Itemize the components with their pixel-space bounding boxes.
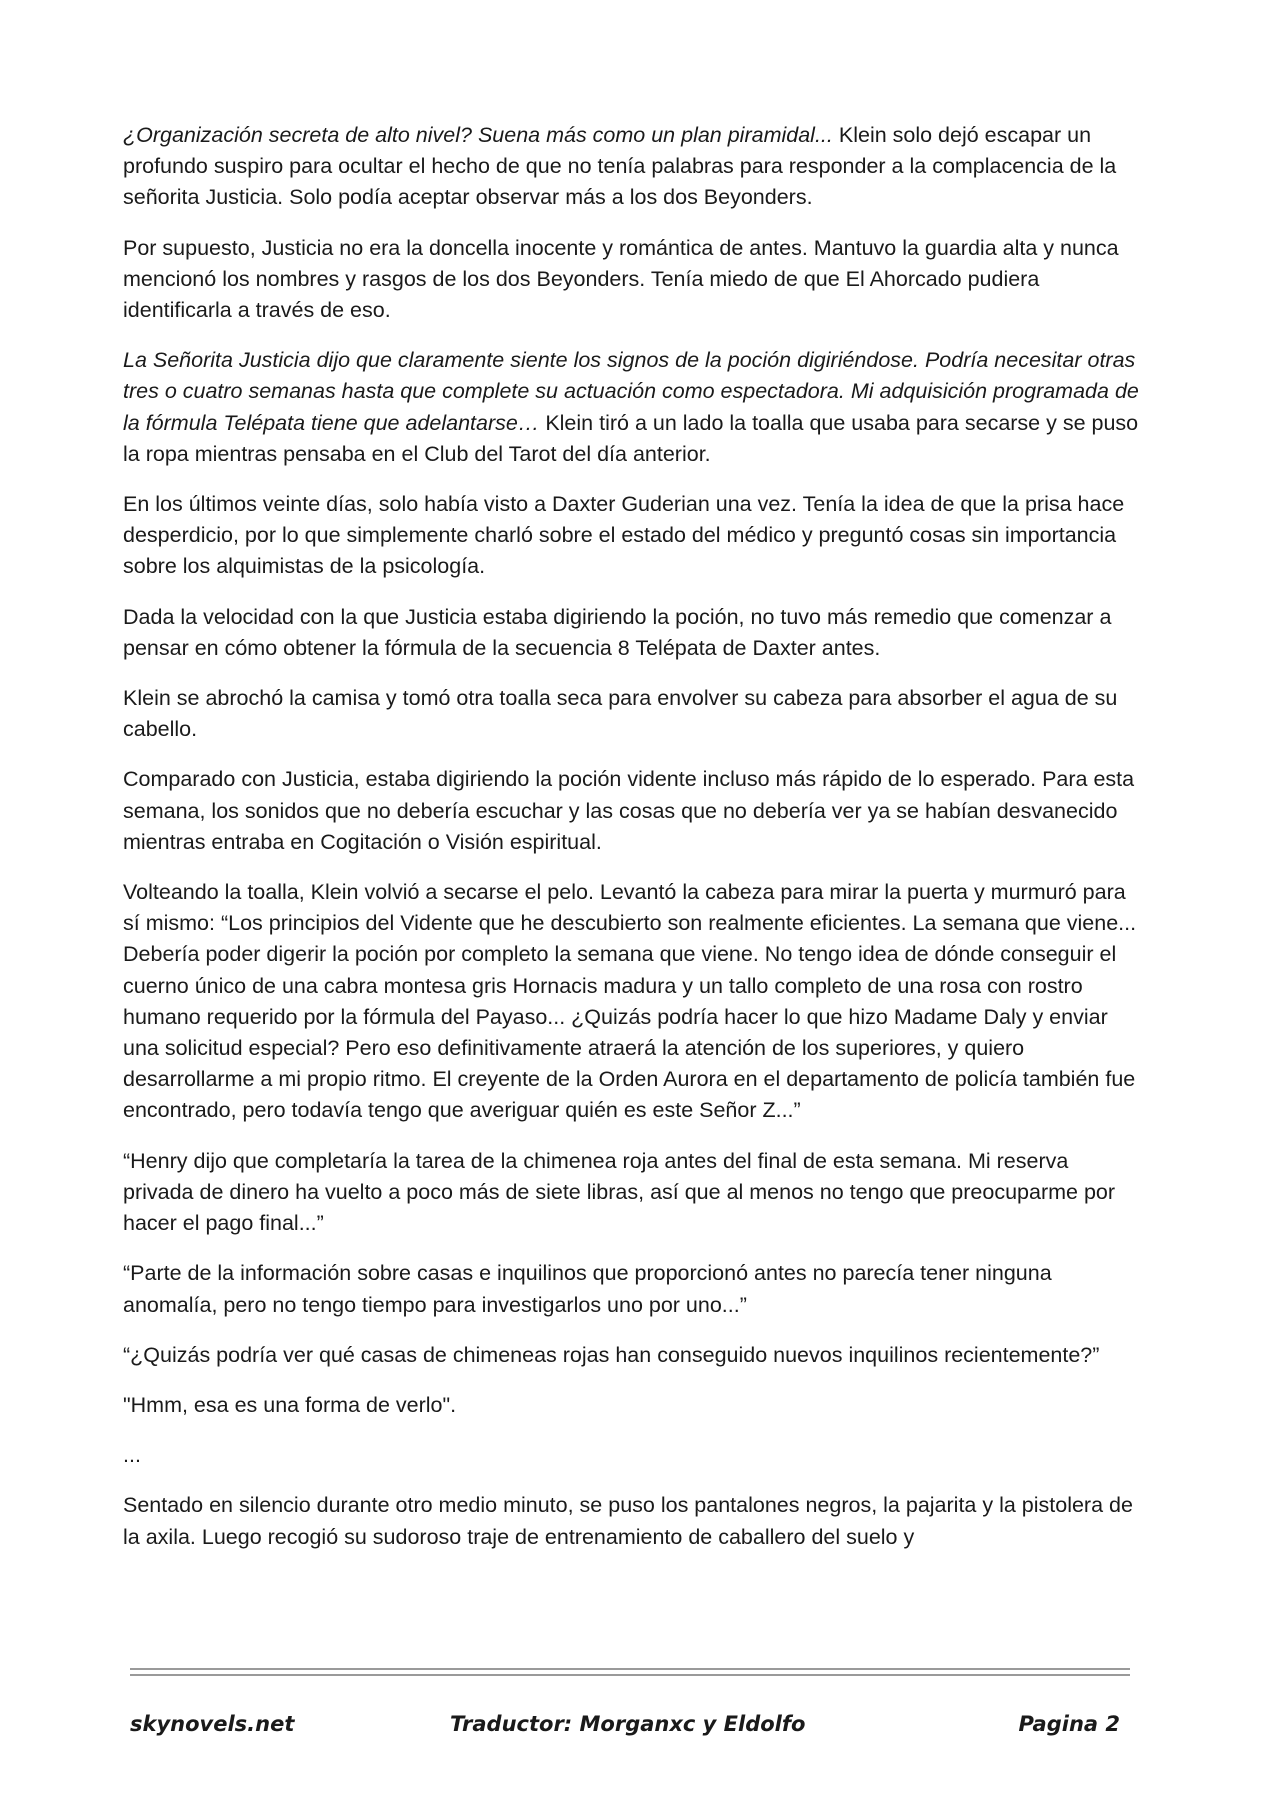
paragraph-text: “Henry dijo que completaría la tarea de la chimenea roja antes del final de esta semana. Mi reserva privada de dinero ha vuelto a poco más de siete libras, así que al menos no tengo que preocuparme por hacer el pago final...” <box>123 1148 1116 1236</box>
paragraph-text: Klein se abrochó la camisa y tomó otra toalla seca para envolver su cabeza para absorber el agua de su cabello. <box>123 686 1118 742</box>
paragraph <box>123 120 1143 214</box>
paragraph-text: Comparado con Justicia, estaba digiriendo la poción vidente incluso más rápido de lo esperado. Para esta semana, los sonidos que no debería escuchar y las cosas que no debería ver ya se habían desvanecido mientras entraba en Cogitación o Visión espiritual. <box>123 767 1135 854</box>
paragraph <box>123 233 1143 327</box>
paragraph-text: Volteando la toalla, Klein volvió a secarse el pelo. Levantó la cabeza para mirar la puerta y murmuró para sí mismo: “Los principios del Vidente que he descubierto son realmente eficientes. La semana que viene... Debería poder digerir la poción por completo la semana que viene. No tengo idea de dónde conseguir el cuerno único de una cabra montesa gris Hornacis madura y un tallo completo de una rosa con rostro humano requerido por la fórmula del Payaso... ¿Quizás podría hacer lo que hizo Madame Daly y enviar una solicitud especial? Pero eso definitivamente atraerá la atención de los superiores, y quiero desarrollarme a mi propio ritmo. El creyente de la Orden Aurora en el departamento de policía también fue encontrado, pero todavía tengo que averiguar quién es este Señor Z...” <box>123 880 1137 1123</box>
paragraph-italic-thought: ¿Organización secreta de alto nivel? Suena más como un plan piramidal... <box>123 123 833 147</box>
footer-page-number: Pagina 2 <box>1018 1712 1120 1736</box>
paragraph <box>123 1340 1143 1371</box>
page-footer <box>0 1712 1280 1752</box>
footer-translator: Traductor: Morganxc y Eldolfo <box>450 1712 806 1736</box>
paragraph-text: Dada la velocidad con la que Justicia estaba digiriendo la poción, no tuvo más remedio que comenzar a pensar en cómo obtener la fórmula de la secuencia 8 Telépata de Daxter antes. <box>123 604 1112 660</box>
paragraph <box>123 764 1143 858</box>
paragraph-text: “¿Quizás podría ver qué casas de chimeneas rojas han conseguido nuevos inquilinos recientemente?” <box>123 1342 1100 1367</box>
paragraph <box>123 1490 1143 1552</box>
paragraph-text: Klein solo dejó escapar un profundo suspiro para ocultar el hecho de que no tenía palabras para responder a la complacencia de la señorita Justicia. Solo podía aceptar observar más a los dos Beyonders. <box>123 123 1117 210</box>
paragraph-text: Klein tiró a un lado la toalla que usaba para secarse y se puso la ropa mientras pensaba en el Club del Tarot del día anterior. <box>123 410 1139 466</box>
paragraph-text: ... <box>123 1443 141 1468</box>
paragraph-italic-thought: La Señorita Justicia dijo que claramente siente los signos de la poción digiriéndose. Podría necesitar otras tres o cuatro semanas hasta que complete su actuación como espectadora. Mi adquisición programada de la fórmula Telépata tiene que adelantarse… <box>123 348 1139 435</box>
paragraph <box>123 489 1143 583</box>
footer-divider-top <box>130 1668 1130 1670</box>
paragraph-text: Sentado en silencio durante otro medio minuto, se puso los pantalones negros, la pajarita y la pistolera de la axila. Luego recogió su sudoroso traje de entrenamiento de caballero del suelo y <box>123 1493 1133 1549</box>
footer-divider-bottom <box>130 1674 1130 1676</box>
paragraph-text: "Hmm, esa es una forma de verlo". <box>123 1392 457 1417</box>
paragraph <box>123 1258 1143 1320</box>
footer-site: skynovels.net <box>130 1712 295 1736</box>
paragraph-text: En los últimos veinte días, solo había visto a Daxter Guderian una vez. Tenía la idea de que la prisa hace desperdicio, por lo que simplemente charló sobre el estado del médico y preguntó cosas sin importancia sobre los alquimistas de la psicología. <box>123 492 1125 579</box>
paragraph <box>123 602 1143 664</box>
paragraph <box>123 345 1143 470</box>
paragraph <box>123 877 1143 1127</box>
paragraph-text: Por supuesto, Justicia no era la doncella inocente y romántica de antes. Mantuvo la guardia alta y nunca mencionó los nombres y rasgos de los dos Beyonders. Tenía miedo de que El Ahorcado pudiera identificarla a través de eso. <box>123 235 1119 323</box>
paragraph <box>123 1390 1143 1421</box>
body-text <box>123 120 1143 1572</box>
paragraph <box>123 1146 1143 1240</box>
paragraph <box>123 1440 1143 1471</box>
paragraph <box>123 683 1143 745</box>
paragraph-text: “Parte de la información sobre casas e inquilinos que proporcionó antes no parecía tener ninguna anomalía, pero no tengo tiempo para investigarlos uno por uno...” <box>123 1261 1052 1317</box>
